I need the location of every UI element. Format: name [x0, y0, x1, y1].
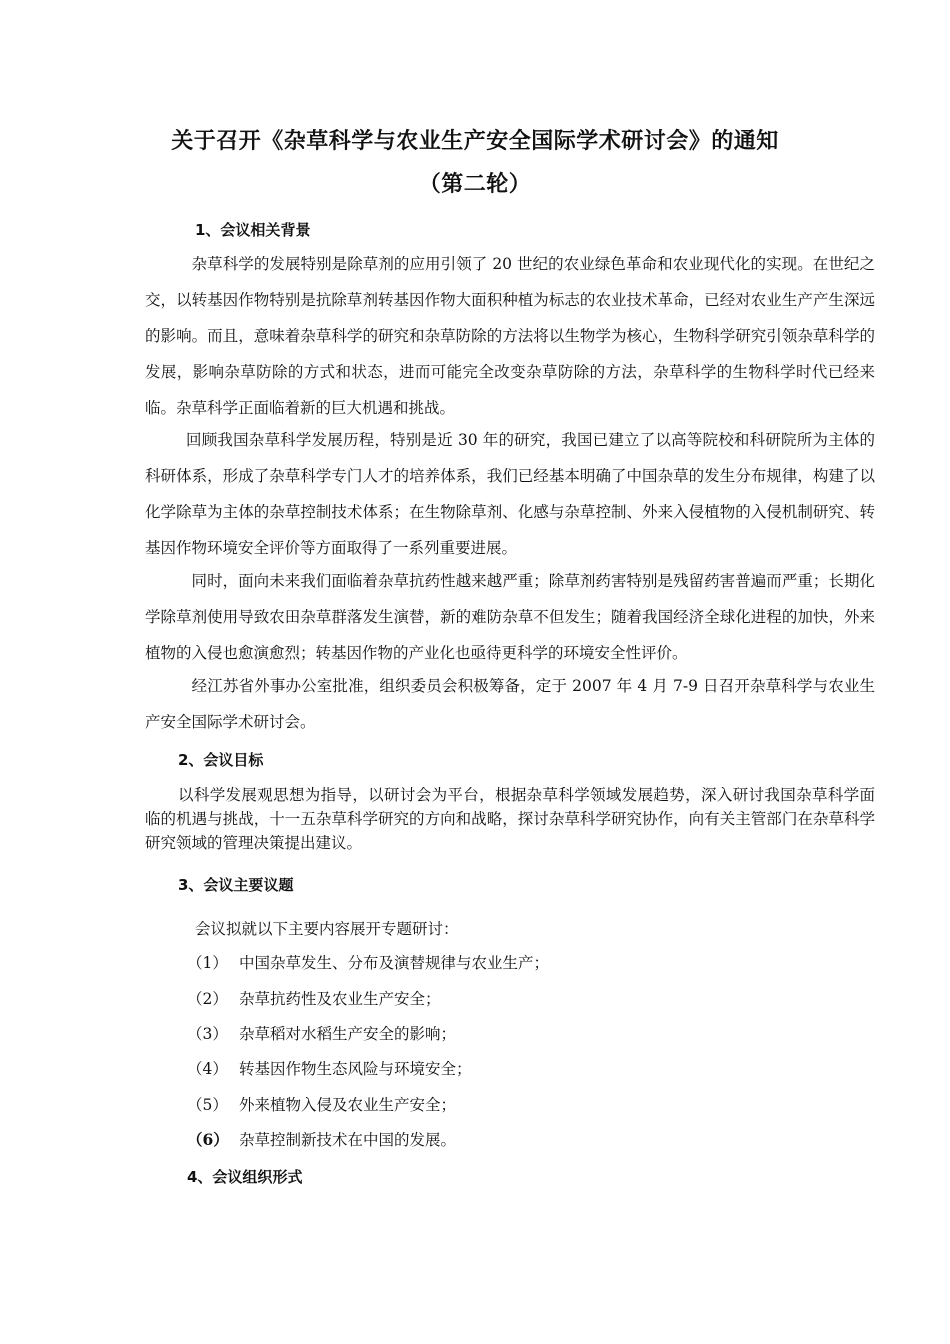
topic-item: [187, 1022, 456, 1046]
topic-text: 杂草稻对水稻生产安全的影响；: [239, 1025, 457, 1043]
topic-text: 杂草抗药性及农业生产安全；: [239, 990, 441, 1008]
section-heading-goals: 2、会议目标: [178, 751, 264, 769]
topic-item: [187, 1057, 472, 1081]
topic-number: （6）: [187, 1130, 229, 1149]
topic-item: [187, 951, 549, 975]
topic-number: （4）: [187, 1060, 228, 1078]
topic-number: （1）: [187, 954, 228, 972]
topic-text: 转基因作物生态风险与环境安全；: [239, 1060, 472, 1078]
topic-number: （5）: [187, 1096, 228, 1114]
document-subtitle: （第二轮）: [418, 172, 532, 197]
topic-number: （2）: [187, 990, 228, 1008]
topic-text: 外来植物入侵及农业生产安全；: [239, 1096, 457, 1114]
background-paragraph-2: 回顾我国杂草科学发展历程，特别是近 30 年的研究，我国已建立了以高等院校和科研院所为主体的科研体系，形成了杂草科学专门人才的培养体系，我们已经基本明确了中国杂草的发生分布规律，构建了以化学除草为主体的杂草控制技术体系；在生物除草剂、化感与杂草控制、外来入侵植物的入侵机制研究、转基因作物环境安全评价等方面取得了一系列重要进展。: [145, 431, 875, 557]
topic-item: [187, 987, 441, 1011]
section-heading-background: 1、会议相关背景: [195, 221, 311, 239]
section-heading-format: 4、会议组织形式: [187, 1168, 303, 1186]
topic-text: 杂草控制新技术在中国的发展。: [239, 1131, 457, 1149]
goals-paragraph: 以科学发展观思想为指导，以研讨会为平台，根据杂草科学领域发展趋势，深入研讨我国杂草科学面临的机遇与挑战，十一五杂草科学研究的方向和战略，探讨杂草科学研究协作，向有关主管部门在杂草科学研究领域的管理决策提出建议。: [145, 786, 875, 852]
topic-item: [187, 1128, 456, 1152]
topic-number: （3）: [187, 1025, 228, 1043]
background-paragraph-1: 杂草科学的发展特别是除草剂的应用引领了 20 世纪的农业绿色革命和农业现代化的实现。在世纪之交，以转基因作物特别是抗除草剂转基因作物大面积种植为标志的农业技术革命，已经对农业生产产生深远的影响。而且，意味着杂草科学的研究和杂草防除的方法将以生物学为核心，生物科学研究引领杂草科学的发展，影响杂草防除的方式和状态，进而可能完全改变杂草防除的方法，杂草科学的生物科学时代已经来临。杂草科学正面临着新的巨大机遇和挑战。: [145, 255, 875, 417]
background-paragraph-3: 同时，面向未来我们面临着杂草抗药性越来越严重；除草剂药害特别是残留药害普遍而严重；长期化学除草剂使用导致农田杂草群落发生演替，新的难防杂草不但发生；随着我国经济全球化进程的加快，外来植物的入侵也愈演愈烈；转基因作物的产业化也亟待更科学的环境安全性评价。: [145, 572, 875, 662]
topic-item: [187, 1093, 456, 1117]
topic-text: 中国杂草发生、分布及演替规律与农业生产；: [239, 954, 550, 972]
document-title: 关于召开《杂草科学与农业生产安全国际学术研讨会》的通知: [171, 129, 779, 154]
background-paragraph-4: 经江苏省外事办公室批准，组织委员会积极筹备，定于 2007 年 4 月 7-9 日召开杂草科学与农业生产安全国际学术研讨会。: [145, 677, 875, 731]
section-heading-topics: 3、会议主要议题: [178, 876, 294, 894]
topics-intro: 会议拟就以下主要内容展开专题研讨：: [195, 920, 459, 938]
